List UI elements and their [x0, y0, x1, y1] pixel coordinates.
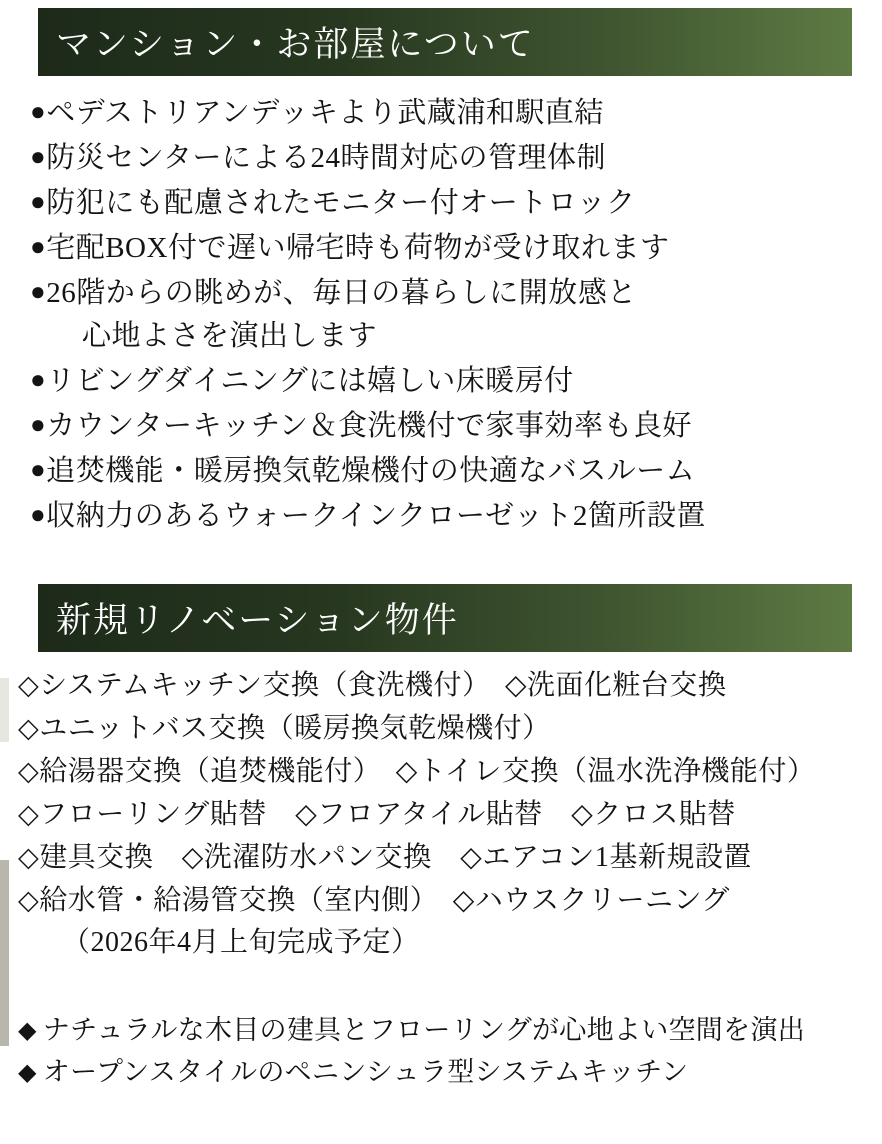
section-title-renovation: 新規リノベーション物件 [56, 601, 459, 640]
list-item-text: 収納力のあるウォークインクローゼット2箇所設置 [46, 500, 706, 532]
list-item [30, 135, 882, 180]
list-item-text: システムキッチン交換（食洗機付） ◇洗面化粧台交換 [39, 670, 727, 701]
diamond-bullet-icon: ◇ [18, 713, 40, 743]
mansion-feature-list [0, 90, 882, 538]
list-item-text: カウンターキッチン＆食洗機付で家事効率も良好 [46, 410, 693, 442]
list-item [30, 448, 882, 493]
list-item-text: 宅配BOX付で遅い帰宅時も荷物が受け取れます [46, 232, 670, 264]
circle-bullet-icon: ● [30, 277, 47, 306]
list-item [30, 493, 882, 538]
list-item [18, 750, 882, 793]
section-mansion [0, 8, 882, 538]
circle-bullet-icon: ● [30, 187, 47, 216]
circle-bullet-icon: ● [30, 455, 47, 484]
list-item [30, 225, 882, 270]
list-item-text: 26階からの眺めが、毎日の暮らしに開放感と [46, 277, 637, 309]
list-item-continuation [18, 922, 882, 964]
renovation-item-list [0, 664, 882, 964]
list-item [30, 403, 882, 448]
circle-bullet-icon: ● [30, 232, 47, 261]
list-item [30, 90, 882, 135]
circle-bullet-icon: ● [30, 97, 47, 126]
list-item-text: フローリング貼替 ◇フロアタイル貼替 ◇クロス貼替 [39, 799, 736, 830]
diamond-bullet-icon: ◇ [18, 842, 40, 872]
renovation-highlight-list [0, 1010, 882, 1094]
list-item-text: 給水管・給湯管交換（室内側） ◇ハウスクリーニング [39, 885, 730, 916]
list-item-text: オープンスタイルのペニンシュラ型システムキッチン [42, 1057, 689, 1087]
filled-diamond-bullet-icon: ◆ [18, 1018, 37, 1044]
list-item-text: 建具交換 ◇洗濯防水パン交換 ◇エアコン1基新規設置 [39, 842, 752, 873]
list-item-text: リビングダイニングには嬉しい床暖房付 [46, 365, 574, 397]
list-item [18, 707, 882, 750]
filled-diamond-bullet-icon: ◆ [18, 1060, 37, 1086]
list-item-text: （2026年4月上旬完成予定） [62, 927, 420, 958]
list-item-text: ペデストリアンデッキより武蔵浦和駅直結 [46, 97, 604, 129]
diamond-bullet-icon: ◇ [18, 885, 40, 915]
list-item [30, 180, 882, 225]
list-item-text: 給湯器交換（追焚機能付） ◇トイレ交換（温水洗浄機能付） [39, 756, 816, 787]
list-item [18, 664, 882, 707]
list-item-text: 防災センターによる24時間対応の管理体制 [46, 142, 607, 174]
list-item [30, 270, 882, 315]
section-header-mansion [38, 8, 852, 76]
list-item [18, 793, 882, 836]
list-item [30, 358, 882, 403]
list-item-text: ナチュラルな木目の建具とフローリングが心地よい空間を演出 [42, 1015, 806, 1045]
list-item-text: 追焚機能・暖房換気乾燥機付の快適なバスルーム [46, 455, 696, 487]
list-item [18, 879, 882, 922]
section-title-mansion: マンション・お部屋について [56, 25, 535, 64]
section-header-renovation [38, 584, 852, 652]
circle-bullet-icon: ● [30, 365, 47, 394]
list-item-text: 心地よさを演出します [82, 320, 378, 352]
diamond-bullet-icon: ◇ [18, 670, 40, 700]
list-item [18, 1052, 882, 1094]
circle-bullet-icon: ● [30, 410, 47, 439]
list-item [18, 1010, 882, 1052]
diamond-bullet-icon: ◇ [18, 756, 40, 786]
circle-bullet-icon: ● [30, 500, 47, 529]
list-item [18, 836, 882, 879]
section-renovation [0, 584, 882, 1094]
list-item-continuation [30, 315, 882, 358]
list-item-text: ユニットバス交換（暖房換気乾燥機付） [39, 713, 551, 744]
diamond-bullet-icon: ◇ [18, 799, 40, 829]
circle-bullet-icon: ● [30, 142, 47, 171]
list-item-text: 防犯にも配慮されたモニター付オートロック [46, 187, 636, 219]
